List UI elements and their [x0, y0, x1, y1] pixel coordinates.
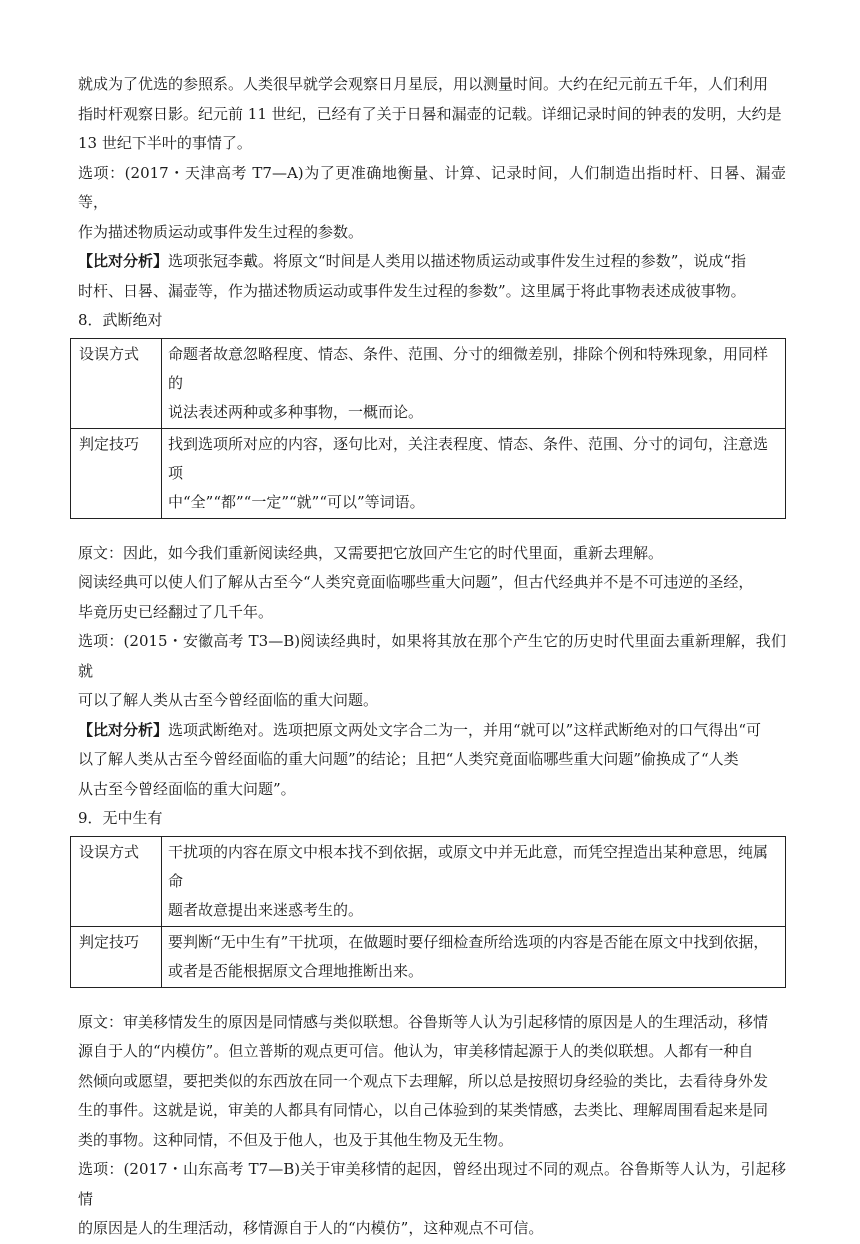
table-content	[162, 836, 786, 926]
table-line: 说法表述两种或多种事物，一概而论。	[168, 402, 424, 421]
original-line: 原文：审美移情发生的原因是同情感与类似联想。谷鲁斯等人认为引起移情的原因是人的生理活动，移情	[78, 1012, 769, 1031]
analysis-text: 选项武断绝对。选项把原文两处文字合二为一，并用“就可以”这样武断绝对的口气得出“可	[168, 720, 762, 739]
table-content	[162, 338, 786, 428]
table-label: 设误方式	[71, 338, 162, 428]
table-content	[162, 926, 786, 987]
original-line: 原文：因此，如今我们重新阅读经典，又需要把它放回产生它的时代里面，重新去理解。	[78, 543, 664, 562]
table-label: 设误方式	[71, 836, 162, 926]
analysis-paragraph	[78, 247, 786, 277]
analysis-line: 时杆、日晷、漏壶等，作为描述物质运动或事件发生过程的参数”。这里属于将此事物表述成彼事物。	[78, 281, 746, 300]
original-line: 类的事物。这种同情，不但及于他人，也及于其他生物及无生物。	[78, 1130, 514, 1149]
method-table	[70, 836, 786, 988]
table-line: 题者故意提出来迷惑考生的。	[168, 900, 364, 919]
section-heading: 9．无中生有	[78, 809, 163, 827]
option-line: 选项：(2017・天津高考 T7—A)为了更准确地衡量、计算、记录时间，人们制造出指时杆、日晷、漏壶等，	[78, 163, 786, 211]
original-line: 然倾向或愿望，要把类似的东西放在同一个观点下去理解，所以总是按照切身经验的类比，去看待身外发	[78, 1071, 769, 1090]
table-content	[162, 428, 786, 518]
analysis-text: 选项张冠李戴。将原文“时间是人类用以描述物质运动或事件发生过程的参数”，说成“指	[168, 252, 747, 270]
analysis-tag: 【比对分析】	[78, 720, 169, 739]
option-line: 的原因是人的生理活动，移情源自于人的“内模仿”，这种观点不可信。	[78, 1219, 544, 1237]
intro-line: 就成为了优选的参照系。人类很早就学会观察日月星辰，用以测量时间。大约在纪元前五千年，人们利用	[78, 75, 769, 93]
table-row	[71, 338, 786, 428]
analysis-tag: 【比对分析】	[78, 252, 169, 270]
option-line: 选项：(2017・山东高考 T7—B)关于审美移情的起因，曾经出现过不同的观点。谷鲁斯等人认为，引起移情	[78, 1160, 786, 1208]
intro-line: 指时杆观察日影。纪元前 11 世纪，已经有了关于日晷和漏壶的记载。详细记录时间的钟表的发明，大约是	[78, 104, 782, 123]
table-label: 判定技巧	[71, 926, 162, 987]
original-line: 毕竟历史已经翻过了几千年。	[78, 602, 274, 621]
intro-line: 13 世纪下半叶的事情了。	[78, 134, 252, 152]
table-line: 找到选项所对应的内容，逐句比对，关注表程度、情态、条件、范围、分寸的词句，注意选项	[168, 434, 769, 482]
method-table	[70, 338, 786, 519]
option-line: 可以了解人类从古至今曾经面临的重大问题。	[78, 691, 379, 709]
original-line: 阅读经典可以使人们了解从古至今“人类究竟面临哪些重大问题”，但古代经典并不是不可违逆的圣经，	[78, 573, 754, 591]
table-line: 命题者故意忽略程度、情态、条件、范围、分寸的细微差别，排除个例和特殊现象，用同样的	[168, 344, 769, 392]
original-line: 生的事件。这就是说，审美的人都具有同情心，以自己体验到的某类情感，去类比、理解周围看起来是同	[78, 1101, 769, 1119]
table-row	[71, 926, 786, 987]
section-heading: 8．武断绝对	[78, 311, 163, 329]
table-line: 或者是否能根据原文合理地推断出来。	[168, 961, 424, 980]
table-line: 干扰项的内容在原文中根本找不到依据，或原文中并无此意，而凭空捏造出某种意思，纯属命	[168, 842, 769, 890]
table-line: 要判断“无中生有”干扰项，在做题时要仔细检查所给选项的内容是否能在原文中找到依据，	[168, 932, 769, 951]
option-line: 作为描述物质运动或事件发生过程的参数。	[78, 222, 364, 241]
analysis-line: 以了解人类从古至今曾经面临的重大问题”的结论；且把“人类究竟面临哪些重大问题”偷换成了“人类	[78, 750, 739, 768]
analysis-paragraph	[78, 716, 786, 746]
table-label: 判定技巧	[71, 428, 162, 518]
table-line: 中“全”“都”“一定”“就”“可以”等词语。	[168, 492, 425, 511]
table-row	[71, 836, 786, 926]
analysis-line: 从古至今曾经面临的重大问题”。	[78, 779, 296, 798]
original-line: 源自于人的“内模仿”。但立普斯的观点更可信。他认为，审美移情起源于人的类似联想。人都有一种自	[78, 1042, 754, 1060]
option-line: 选项：(2015・安徽高考 T3—B)阅读经典时，如果将其放在那个产生它的历史时代里面去重新理解，我们就	[78, 632, 786, 680]
table-row	[71, 428, 786, 518]
